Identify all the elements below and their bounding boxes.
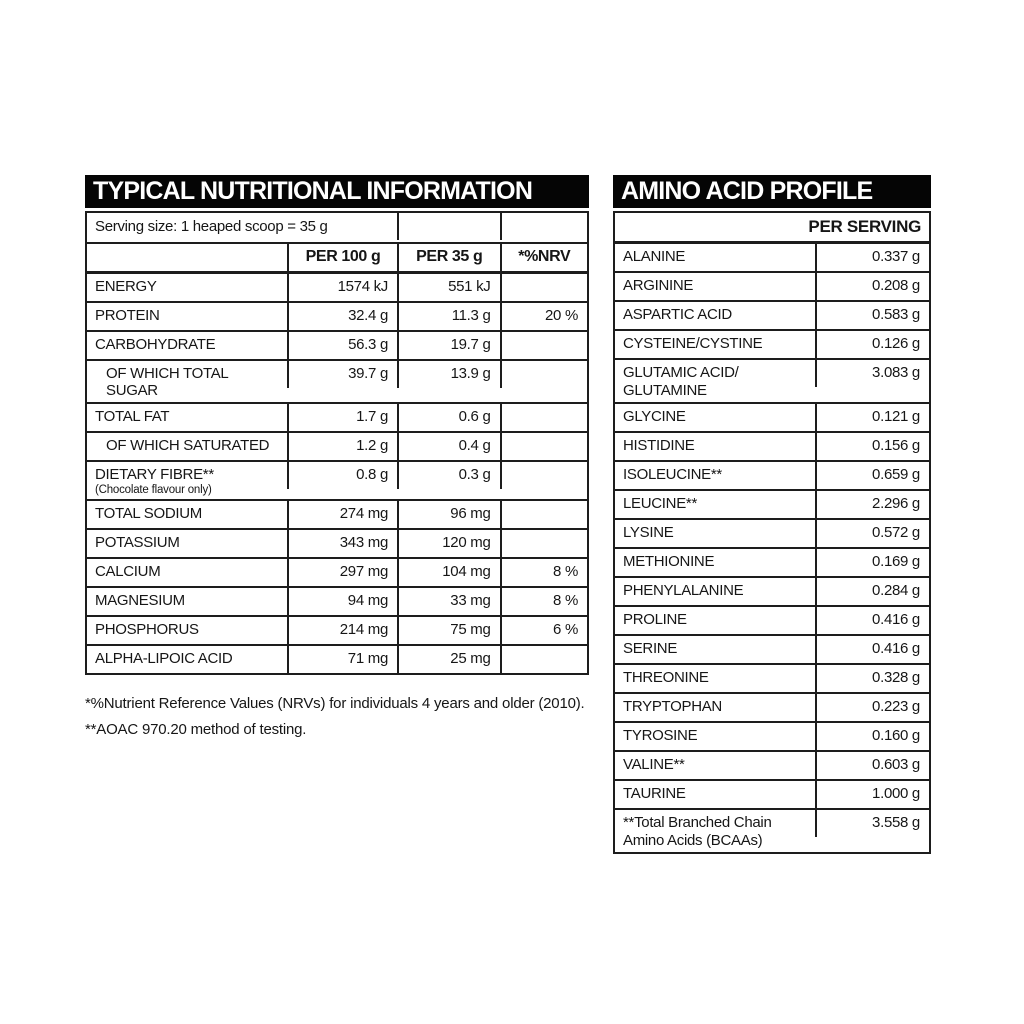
nutrition-table-row: [87, 644, 587, 673]
amino-acid-label-cell: [615, 433, 815, 460]
nutrient-label: PROTEIN: [95, 307, 160, 324]
amino-acid-row: [615, 358, 929, 402]
per-35g-value: 33 mg: [397, 588, 500, 615]
per-35g-value: 75 mg: [397, 617, 500, 644]
amino-acid-label: TAURINE: [623, 785, 686, 802]
amino-acid-row: [615, 329, 929, 358]
amino-acid-label: GLYCINE: [623, 408, 686, 425]
nutrition-table-row: [87, 272, 587, 301]
nutrition-table-row: [87, 431, 587, 460]
column-header-blank: [87, 244, 287, 271]
amino-acid-label: PROLINE: [623, 611, 687, 628]
nutrient-label: ENERGY: [95, 278, 157, 295]
amino-table-title: AMINO ACID PROFILE: [613, 175, 931, 208]
nutrient-label-cell: [87, 559, 287, 586]
nrv-value: [500, 404, 588, 431]
per-35g-value: 0.4 g: [397, 433, 500, 460]
nrv-value: 20 %: [500, 303, 588, 330]
nutrient-label-cell: [87, 462, 287, 499]
nutrient-label: CARBOHYDRATE: [95, 336, 216, 353]
amino-acid-value: 0.121 g: [815, 404, 929, 431]
amino-acid-label: CYSTEINE/CYSTINE: [623, 335, 763, 352]
nutrition-table-row: [87, 359, 587, 402]
nutrition-table-row: [87, 499, 587, 528]
nutrient-sublabel: (Chocolate flavour only): [95, 484, 212, 496]
per-100g-value: 343 mg: [287, 530, 397, 557]
amino-acid-label-cell: [615, 781, 815, 808]
amino-acid-row: [615, 431, 929, 460]
amino-acid-value: 0.284 g: [815, 578, 929, 605]
nutrient-label-cell: [87, 588, 287, 615]
amino-acid-label-cell: [615, 723, 815, 750]
nrv-value: [500, 530, 588, 557]
footnote-nrv: *%Nutrient Reference Values (NRVs) for individuals 4 years and older (2010).: [85, 695, 585, 712]
nutrition-table-row: [87, 528, 587, 557]
nrv-value: 6 %: [500, 617, 588, 644]
amino-acid-row: [615, 721, 929, 750]
nutrient-label-cell: [87, 303, 287, 330]
amino-acid-value: 0.160 g: [815, 723, 929, 750]
amino-acid-label-cell: [615, 404, 815, 431]
per-100g-value: 32.4 g: [287, 303, 397, 330]
nutrition-table: [85, 211, 589, 675]
per-100g-value: 214 mg: [287, 617, 397, 644]
amino-acid-label-cell: [615, 665, 815, 692]
amino-acid-row: [615, 605, 929, 634]
nutrition-table-row: [87, 330, 587, 359]
amino-acid-label: PHENYLALANINE: [623, 582, 744, 599]
amino-acid-row: [615, 271, 929, 300]
amino-acid-label-cell: [615, 331, 815, 358]
per-35g-value: 120 mg: [397, 530, 500, 557]
amino-acid-value: 2.296 g: [815, 491, 929, 518]
per-35g-value: 96 mg: [397, 501, 500, 528]
amino-acid-label-line2: GLUTAMINE: [623, 382, 707, 399]
amino-acid-label-cell: [615, 491, 815, 518]
per-35g-value: 25 mg: [397, 646, 500, 673]
amino-acid-row: [615, 779, 929, 808]
amino-acid-row: [615, 750, 929, 779]
amino-acid-row: [615, 808, 929, 852]
nutrient-label-cell: [87, 530, 287, 557]
amino-acid-row: [615, 300, 929, 329]
nutrient-label: PHOSPHORUS: [95, 621, 199, 638]
per-35g-value: 551 kJ: [397, 274, 500, 301]
nrv-value: [500, 646, 588, 673]
nrv-value: [500, 361, 588, 388]
serving-empty-cell: [397, 213, 500, 240]
amino-acid-value: 0.416 g: [815, 607, 929, 634]
nutrient-label: TOTAL SODIUM: [95, 505, 202, 522]
amino-acid-row: [615, 242, 929, 271]
amino-acid-label: ISOLEUCINE**: [623, 466, 722, 483]
nutrient-label: MAGNESIUM: [95, 592, 185, 609]
amino-acid-label: TYROSINE: [623, 727, 698, 744]
nutrient-label: OF WHICH SATURATED: [106, 437, 270, 454]
amino-acid-label-line2: Amino Acids (BCAAs): [623, 832, 763, 849]
nutrient-label: CALCIUM: [95, 563, 161, 580]
footnote-aoac: **AOAC 970.20 method of testing.: [85, 721, 307, 738]
nutrient-label-cell: [87, 433, 287, 460]
amino-acid-value: 0.208 g: [815, 273, 929, 300]
amino-acid-label-cell: [615, 244, 815, 271]
serving-size-label: Serving size: 1 heaped scoop = 35 g: [95, 218, 328, 235]
per-35g-value: 19.7 g: [397, 332, 500, 359]
amino-acid-label: THREONINE: [623, 669, 709, 686]
amino-acid-label-cell: [615, 752, 815, 779]
amino-acid-label-cell: [615, 578, 815, 605]
nrv-value: [500, 433, 588, 460]
amino-acid-value: 0.337 g: [815, 244, 929, 271]
per-100g-value: 94 mg: [287, 588, 397, 615]
nutrition-table-row: [87, 460, 587, 499]
amino-acid-label: ALANINE: [623, 248, 686, 265]
amino-acid-value: 0.169 g: [815, 549, 929, 576]
amino-acid-label: ASPARTIC ACID: [623, 306, 732, 323]
amino-acid-label-cell: [615, 360, 815, 402]
nutrient-label-cell: [87, 501, 287, 528]
per-35g-value: 13.9 g: [397, 361, 500, 388]
amino-acid-label-cell: [615, 810, 815, 852]
per-100g-value: 1.2 g: [287, 433, 397, 460]
amino-acid-row: [615, 547, 929, 576]
footnotes: [85, 691, 589, 743]
nutrient-label: OF WHICH TOTAL SUGAR: [106, 365, 228, 399]
amino-acid-label-cell: [615, 607, 815, 634]
amino-acid-label: **Total Branched Chain: [623, 814, 772, 831]
amino-acid-panel: [613, 175, 931, 854]
amino-acid-value: 0.156 g: [815, 433, 929, 460]
per-100g-value: 297 mg: [287, 559, 397, 586]
amino-acid-value: 0.583 g: [815, 302, 929, 329]
nrv-value: [500, 462, 588, 489]
amino-acid-row: [615, 576, 929, 605]
nrv-value: 8 %: [500, 559, 588, 586]
nutrient-label: DIETARY FIBRE**: [95, 466, 214, 483]
column-header-per-35g: PER 35 g: [397, 244, 500, 271]
amino-acid-value: 3.083 g: [815, 360, 929, 387]
amino-acid-value: 0.572 g: [815, 520, 929, 547]
column-header-nrv: *%NRV: [500, 244, 588, 271]
amino-acid-label: ARGININE: [623, 277, 694, 294]
per-100g-value: 1.7 g: [287, 404, 397, 431]
amino-acid-label-cell: [615, 520, 815, 547]
amino-acid-label: LYSINE: [623, 524, 674, 541]
amino-acid-value: 1.000 g: [815, 781, 929, 808]
amino-acid-label: SERINE: [623, 640, 678, 657]
amino-acid-label: HISTIDINE: [623, 437, 695, 454]
per-100g-value: 274 mg: [287, 501, 397, 528]
nutrition-table-row: [87, 301, 587, 330]
nutrient-label: POTASSIUM: [95, 534, 180, 551]
amino-acid-label: LEUCINE**: [623, 495, 697, 512]
nutrient-label-cell: [87, 646, 287, 673]
per-serving-header: PER SERVING: [615, 213, 929, 242]
amino-acid-table: [613, 211, 931, 854]
per-35g-value: 104 mg: [397, 559, 500, 586]
amino-acid-label: METHIONINE: [623, 553, 715, 570]
nrv-value: [500, 274, 588, 301]
amino-acid-value: 0.416 g: [815, 636, 929, 663]
amino-acid-value: 0.659 g: [815, 462, 929, 489]
amino-acid-value: 0.223 g: [815, 694, 929, 721]
per-35g-value: 11.3 g: [397, 303, 500, 330]
nutrient-label-cell: [87, 617, 287, 644]
amino-acid-value: 3.558 g: [815, 810, 929, 837]
nutrition-table-row: [87, 402, 587, 431]
per-35g-value: 0.3 g: [397, 462, 500, 489]
column-header-per-100g: PER 100 g: [287, 244, 397, 271]
nutrient-label-cell: [87, 404, 287, 431]
nutrition-table-title: TYPICAL NUTRITIONAL INFORMATION: [85, 175, 589, 208]
nutrient-label-cell: [87, 361, 287, 402]
nutrient-label: TOTAL FAT: [95, 408, 170, 425]
per-35g-value: 0.6 g: [397, 404, 500, 431]
nutrition-column-header-row: [87, 242, 587, 272]
nutrient-label: ALPHA-LIPOIC ACID: [95, 650, 233, 667]
amino-acid-row: [615, 692, 929, 721]
nutrition-table-row: [87, 615, 587, 644]
amino-acid-label: TRYPTOPHAN: [623, 698, 722, 715]
serving-empty-cell: [500, 213, 588, 240]
amino-acid-label-cell: [615, 273, 815, 300]
nutrient-label-cell: [87, 332, 287, 359]
amino-acid-label: VALINE**: [623, 756, 685, 773]
serving-size-row: [87, 213, 587, 242]
nrv-value: 8 %: [500, 588, 588, 615]
amino-acid-row: [615, 518, 929, 547]
nrv-value: [500, 501, 588, 528]
amino-acid-value: 0.603 g: [815, 752, 929, 779]
nutrition-table-row: [87, 557, 587, 586]
per-100g-value: 39.7 g: [287, 361, 397, 388]
amino-acid-value: 0.328 g: [815, 665, 929, 692]
nutrient-label-cell: [87, 274, 287, 301]
amino-acid-label: GLUTAMIC ACID/: [623, 364, 739, 381]
amino-acid-label-cell: [615, 636, 815, 663]
amino-acid-row: [615, 634, 929, 663]
amino-acid-label-cell: [615, 694, 815, 721]
amino-acid-row: [615, 460, 929, 489]
amino-acid-row: [615, 402, 929, 431]
nutrition-table-row: [87, 586, 587, 615]
amino-acid-row: [615, 489, 929, 518]
amino-acid-label-cell: [615, 549, 815, 576]
nrv-value: [500, 332, 588, 359]
per-100g-value: 0.8 g: [287, 462, 397, 489]
per-100g-value: 71 mg: [287, 646, 397, 673]
per-100g-value: 1574 kJ: [287, 274, 397, 301]
amino-acid-value: 0.126 g: [815, 331, 929, 358]
per-100g-value: 56.3 g: [287, 332, 397, 359]
amino-acid-label-cell: [615, 302, 815, 329]
nutrition-panel: [85, 175, 589, 743]
amino-acid-row: [615, 663, 929, 692]
amino-acid-label-cell: [615, 462, 815, 489]
